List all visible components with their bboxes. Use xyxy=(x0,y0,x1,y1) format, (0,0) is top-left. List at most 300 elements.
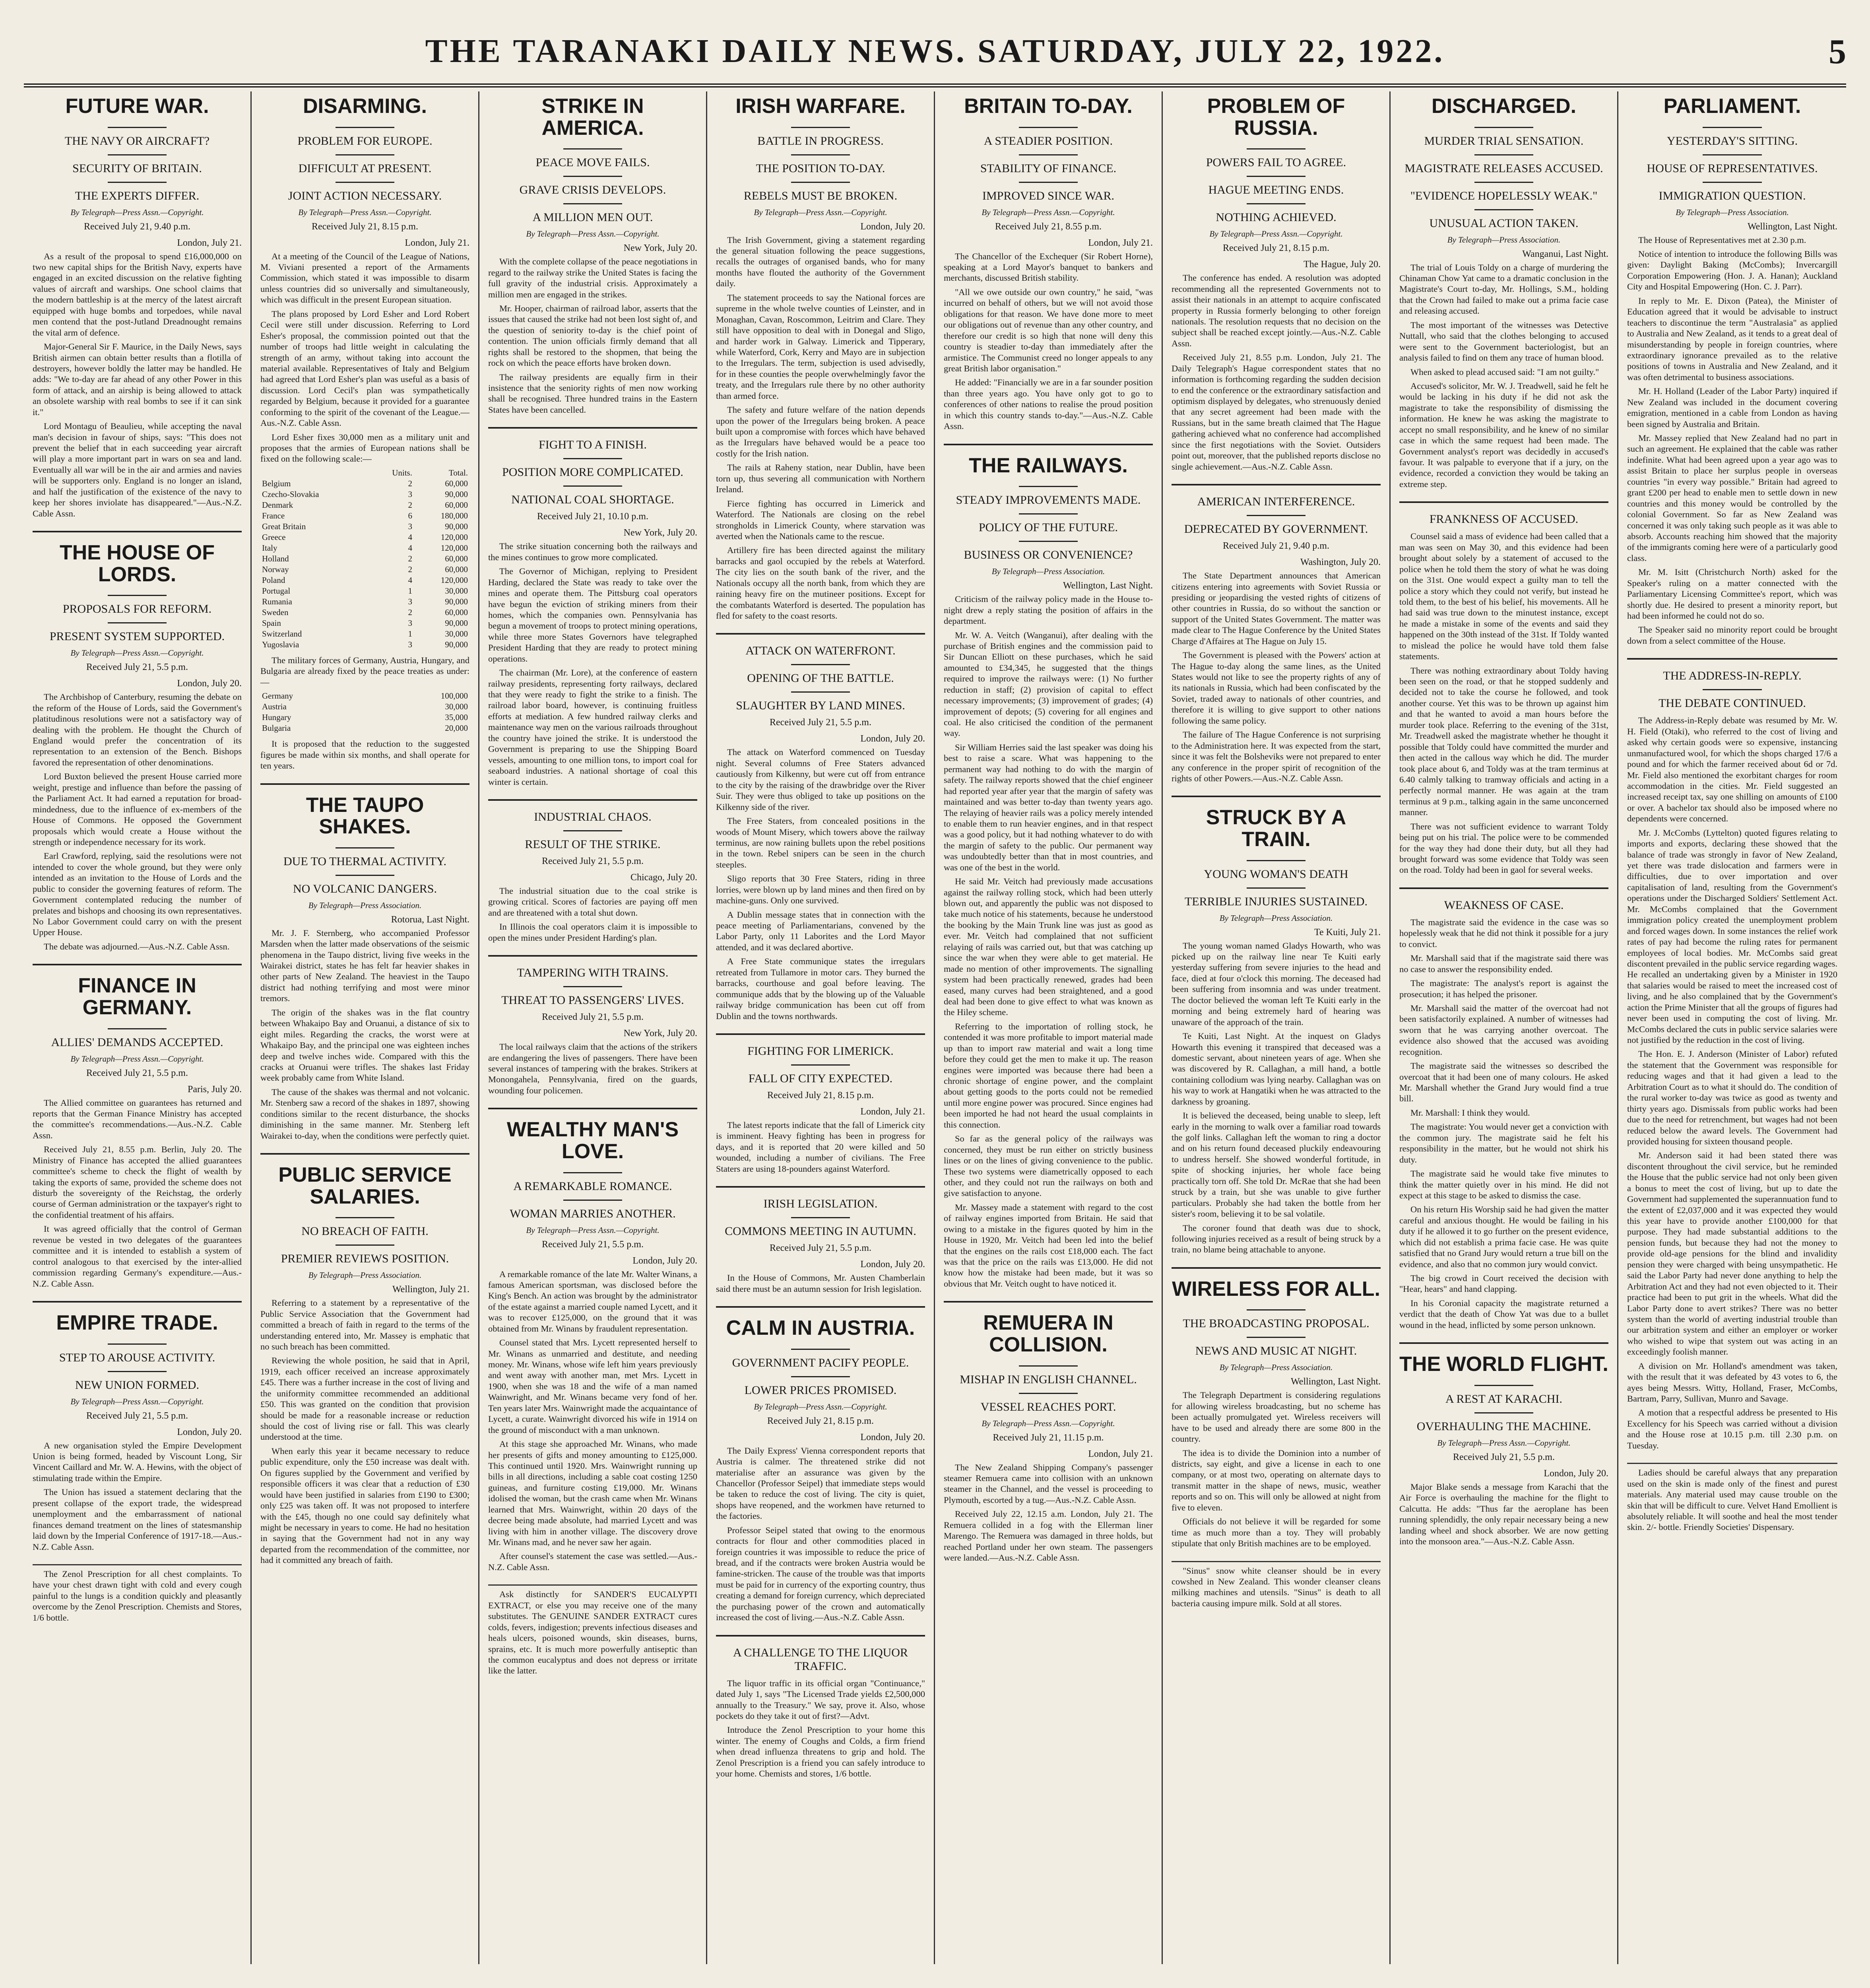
body-paragraph: The Speaker said no minority report could be brought down from a select committee of the House. xyxy=(1627,625,1837,646)
press-credit: By Telegraph—Press Association. xyxy=(1676,207,1789,217)
received-time: Received July 21, 8.55 p.m. xyxy=(995,221,1102,232)
divider xyxy=(1247,515,1305,516)
dateline: Wanganui, Last Night. xyxy=(1522,248,1608,259)
received-time: Received July 21, 5.5 p.m. xyxy=(1453,1452,1555,1462)
body-paragraph: Major Blake sends a message from Karachi that the Air Force is overhauling the machine for the flight to Calcutta. He adds: "Thus far the aeroplane has been running splendidly, the only repair necessary being a new landing wheel and shock absorber. We are now getting into the monsoon area."—Aus.-N.Z. Cable Assn. xyxy=(1399,1481,1608,1546)
table-row xyxy=(260,521,469,532)
dateline: London, July 21. xyxy=(405,237,469,248)
divider xyxy=(1019,1393,1077,1394)
press-credit: By Telegraph—Press Assn.—Copyright. xyxy=(298,207,432,217)
column-2 xyxy=(252,91,479,1964)
table-cell: 6 xyxy=(408,511,412,520)
subheadline: FALL OF CITY EXPECTED. xyxy=(748,1072,893,1085)
press-credit: By Telegraph—Press Association. xyxy=(1219,913,1333,923)
body-paragraph: The magistrate: The analyst's report is against the prosecution; it has helped the prisoner. xyxy=(1399,978,1608,999)
body-paragraph: Lord Montagu of Beaulieu, while accepting the naval man's decision in favour of ships, says: "This does not prevent the belief that in each succeeding year aircraft will play a more important part in wars on sea and land. Eventually all war will be in the air and armies and navies will be supporters only. England is no longer an island, and half the justification of the existence of the navy to keep her shores inviolate has disappeared."—Aus.-N.Z. Cable Assn. xyxy=(33,421,242,518)
body-paragraph: The Address-in-Reply debate was resumed by Mr. W. H. Field (Otaki), who referred to the cost of living and asked why certain goods were so expensive, instancing unmanufactured wool, for which the shops charged 17/6 a pound and for which the farmer received about 6d or 7d. Mr. Field also mentioned the exorbitant charges for room accommodation in the cities. Mr. Field suggested an increased receipt tax, say one shilling on amounts of £100 or over. A bachelor tax should also be imposed where no dependents were concerned. xyxy=(1627,715,1837,824)
article-separator xyxy=(716,633,925,635)
subheadline: THE BROADCASTING PROPOSAL. xyxy=(1183,1317,1370,1330)
table-cell: Bulgaria xyxy=(262,723,291,733)
body-paragraph: After counsel's statement the case was settled.—Aus.-N.Z. Cable Assn. xyxy=(488,1551,697,1572)
article xyxy=(716,1635,925,1779)
subheadline: SLAUGHTER BY LAND MINES. xyxy=(736,699,905,712)
subheadline: FIGHT TO A FINISH. xyxy=(539,438,647,452)
masthead xyxy=(24,16,1846,87)
subheadline: A CHALLENGE TO THE LIQUOR TRAFFIC. xyxy=(733,1646,908,1673)
received-time: Received July 21, 5.5 p.m. xyxy=(770,717,871,728)
subheadline: A REMARKABLE ROMANCE. xyxy=(513,1179,672,1193)
subheadline: OVERHAULING THE MACHINE. xyxy=(1416,1419,1591,1433)
divider xyxy=(1019,541,1077,542)
subheadline: IMMIGRATION QUESTION. xyxy=(1659,189,1806,202)
table-row xyxy=(260,478,469,489)
body-paragraph: A Dublin message states that in connection with the peace meeting of Parliamentarians, convened by the Labor Party, only 11 Laborites and the Lord Mayor attended, and it was declared abortive. xyxy=(716,909,925,952)
subheadline: OPENING OF THE BATTLE. xyxy=(747,672,894,685)
body-paragraph: As a result of the proposal to spend £16,000,000 on two new capital ships for the British Navy, experts have engaged in an excited discussion on the relative fighting values of aircraft and warships. One school claims that the modern battleship is at the mercy of the latest aircraft equipped with huge bombs and torpedoes, while naval men contend that the post-Jutland Dreadnought remains the vital arm of defence. xyxy=(33,251,242,338)
article xyxy=(716,633,925,1021)
body-paragraph: Mr. Marshall said the matter of the overcoat had not been satisfactorily explained. A number of witnesses had sworn that he was carrying another overcoat. The evidence also showed that the accused was avoiding recognition. xyxy=(1399,1003,1608,1057)
article-separator xyxy=(1627,658,1837,660)
press-credit: By Telegraph—Press Association. xyxy=(308,1270,422,1280)
table-row xyxy=(260,596,469,607)
divider xyxy=(1247,176,1305,177)
body-paragraph: There was not sufficient evidence to warrant Toldy being put on his trial. The police were to be commended for the way they had done their duty, but all they had brought forward was some evidence that Toldy was seen on the road. Toldy had been in gaol for several weeks. xyxy=(1399,821,1608,875)
treaty-forces-table xyxy=(260,691,469,734)
body-paragraph: Accused's solicitor, Mr. W. J. Treadwell, said he felt he would be lacking in his duty if he did not ask the magistrate to take the responsibility of dismissing the information. He knew he was asking the magistrate to accept no small responsibility, and he knew of no similar case in which the same request had been made. The Government analyst's report was decidedly in accused's favour. It was palpable to everyone that if a jury, on the evidence, recorded a conviction they would be taking an extreme step. xyxy=(1399,381,1608,489)
subheadline: TAMPERING WITH TRAINS. xyxy=(517,966,669,980)
article xyxy=(1172,484,1381,784)
divider xyxy=(1247,203,1305,204)
divider xyxy=(791,1376,850,1377)
body-paragraph: The Hon. E. J. Anderson (Minister of Labor) refuted the statement that the Government was responsible for reducing wages and that it had given a lead to the Arbitration Court as to what it should do. The condition of the rural worker to-day was twice as good as twenty and thirty years ago. Dismissals from public works had been due to the need for retrenchment, but wages had not been reduced below the award levels. The Government had provided housing for sixteen thousand people. xyxy=(1627,1049,1837,1146)
table-cell: 90,000 xyxy=(445,489,468,499)
subheadline: DUE TO THERMAL ACTIVITY. xyxy=(283,854,446,868)
subheadline: NO BREACH OF FAITH. xyxy=(301,1225,429,1238)
article xyxy=(944,95,1153,432)
article-separator xyxy=(1399,887,1608,889)
article xyxy=(1172,1267,1381,1549)
table-cell: 60,000 xyxy=(445,564,468,574)
table-cell: 3 xyxy=(408,489,412,499)
subheadline: PROPOSALS FOR REFORM. xyxy=(62,602,212,616)
subheadline: IMPROVED SINCE WAR. xyxy=(982,189,1114,202)
body-paragraph: Sligo reports that 30 Free Staters, riding in three lorries, were blown up by land mines and then fired on by machine-guns. Only one survived. xyxy=(716,874,925,906)
body-paragraph: Notice of intention to introduce the following Bills was given: Daylight Baking (McCombs); Invercargill Corporation Empowering (Hon. J. A. Hanan); Auckland City and Hospital Empowering (Hon. C. J. Parr). xyxy=(1627,249,1837,292)
table-cell: Sweden xyxy=(262,607,289,617)
body-paragraph: The conference has ended. A resolution was adopted recommending all the represented Governments not to assist their nationals in an attempt to acquire confiscated property in Russia formerly belonging to other foreign nationals. The resolution requests that no decision on the subject shall be reached except jointly.—Aus.-N.Z. Cable Assn. xyxy=(1172,273,1381,348)
headline: WEALTHY MAN'S LOVE. xyxy=(506,1118,679,1163)
press-credit: By Telegraph—Press Assn.—Copyright. xyxy=(70,1054,204,1064)
table-cell: 2 xyxy=(408,553,412,563)
divider xyxy=(791,127,850,128)
column-8 xyxy=(1618,91,1846,1964)
divider xyxy=(791,1064,850,1066)
subheadline: THE POSITION TO-DAY. xyxy=(756,161,885,175)
press-credit: By Telegraph—Press Assn.—Copyright. xyxy=(982,1418,1115,1428)
body-paragraph: Mr. Massey made a statement with regard to the cost of railway engines imported from Britain. He said that owing to a mistake in the figures quoted by him in the House in 1920, Mr. Veitch had been led into the belief that the engines on the rails cost £18,000 each. The fact was that the price on the rails was £13,000. He did not know how the mistake had been made, but it was so obvious that Mr. Veitch ought to have noticed it. xyxy=(944,1202,1153,1289)
subheadline: THE ADDRESS-IN-REPLY. xyxy=(1663,669,1802,683)
body-paragraph: A new organisation styled the Empire Development Union is being formed, headed by Viscount Long, Sir Vincent Caillard and Mr. W. A. Hewins, with the object of stimulating trade within the Empire. xyxy=(33,1440,242,1483)
page-number: 5 xyxy=(1829,33,1846,71)
army-scale-table xyxy=(260,468,469,650)
table-cell: Great Britain xyxy=(262,521,306,531)
table-cell: 3 xyxy=(408,596,412,606)
divider xyxy=(108,182,166,183)
article xyxy=(488,955,697,1096)
body-paragraph: A remarkable romance of the late Mr. Walter Winans, a famous American sportsman, was disclosed before the King's Bench. An action was brought by the administrator of the estate against a married couple named Lycett, and it was to recover £125,000, on the ground that it was obtained from Mr. Winans by fraudulent representation. xyxy=(488,1269,697,1334)
body-paragraph: Mr. Anderson said it had been stated there was discontent throughout the civil service, but he reminded the House that the public service had not only been given a bonus to meet the cost of living, but up to date the Government had supplemented the superannuation fund to the extent of £2,037,000 and it was expected they would this year have to provide another £100,000 for that purpose. They had made substantial additions to the pension funds, but because they had not the money to provide old-age pensions for the blind and invalidity pension they were charged with being unsympathetic. He said the Labor Party had never done anything to help the Arbitration Act and they had not even objected to it. Their practice had been to put grit in the wheels. What did the Labor Party done to avert strikes? There was no better system than the world of averting industrial trouble than our arbitration system and either an employer or worker who wished to wipe that system out was acting in an exceedingly foolish manner. xyxy=(1627,1150,1837,1357)
headline: EMPIRE TRADE. xyxy=(56,1311,218,1334)
advertisement xyxy=(33,1564,242,1623)
table-header xyxy=(260,468,371,478)
dateline: Chicago, July 20. xyxy=(630,872,697,883)
body-paragraph: A Free State communique states the irregulars retreated from Tullamore in motor cars. They burned the barracks, courthouse and goal before leaving. The communique adds that by the blowing up of the Valuable railway bridge communication has been cut off from Dublin and the towns northwards. xyxy=(716,956,925,1021)
body-paragraph: The big crowd in Court received the decision with "Hear, hears" and hand clapping. xyxy=(1399,1273,1608,1294)
body-paragraph: The Chancellor of the Exchequer (Sir Robert Horne), speaking at a Lord Mayor's banquet to bankers and merchants, discussed British stability. xyxy=(944,251,1153,283)
divider xyxy=(563,1172,622,1173)
press-credit: By Telegraph—Press Association. xyxy=(1447,235,1561,245)
table-cell: Switzerland xyxy=(262,629,302,639)
body-paragraph: The Union has issued a statement declaring that the present collapse of the export trade, the widespread unemployment and the embarrassment of national finances demand treatment on the lines of statesmanship laid down by the Imperial Conference of 1917-18.—Aus.-N.Z. Cable Assn. xyxy=(33,1487,242,1552)
received-time: Received July 21, 5.5 p.m. xyxy=(542,1012,644,1023)
dateline: London, July 20. xyxy=(860,1259,925,1270)
subheadline: PEACE MOVE FAILS. xyxy=(535,156,650,169)
article-separator xyxy=(1399,501,1608,503)
table-cell: 30,000 xyxy=(445,586,468,596)
body-paragraph: The magistrate said the witnesses so described the overcoat that it had been one of many colours. He asked Mr. Marshall whether the Grand Jury would find a true bill. xyxy=(1399,1061,1608,1104)
table-cell: Czecho-Slovakia xyxy=(262,489,319,499)
table-cell: Belgium xyxy=(262,478,291,488)
divider xyxy=(791,182,850,183)
article xyxy=(1627,658,1837,1451)
article xyxy=(716,95,925,621)
subheadline: STEADY IMPROVEMENTS MADE. xyxy=(956,493,1141,507)
received-time: Received July 21, 5.5 p.m. xyxy=(86,1068,188,1078)
article xyxy=(1399,501,1608,876)
article xyxy=(488,427,697,787)
press-credit: By Telegraph—Press Assn.—Copyright. xyxy=(70,207,204,217)
divider xyxy=(1019,513,1077,514)
divider xyxy=(563,148,622,149)
table-cell: 90,000 xyxy=(445,521,468,531)
headline: BRITAIN TO-DAY. xyxy=(964,95,1133,118)
table-cell: Germany xyxy=(262,691,293,701)
article-separator xyxy=(260,1153,469,1155)
table-cell: 60,000 xyxy=(445,607,468,617)
article-separator xyxy=(1172,1267,1381,1269)
body-paragraph: The magistrate said the evidence in the case was so hopelessly weak that he did not think it possible for a jury to convict. xyxy=(1399,917,1608,949)
headline: DISARMING. xyxy=(303,95,427,118)
headline: FINANCE IN GERMANY. xyxy=(78,974,196,1019)
article xyxy=(260,783,469,1142)
subheadline: POLICY OF THE FUTURE. xyxy=(978,521,1118,534)
divider xyxy=(1474,182,1533,183)
subheadline: LOWER PRICES PROMISED. xyxy=(744,1383,897,1397)
subheadline: BATTLE IN PROGRESS. xyxy=(757,134,884,148)
table-cell: 1 xyxy=(408,586,412,596)
press-credit: By Telegraph—Press Assn.—Copyright. xyxy=(754,1402,887,1411)
divider xyxy=(1703,689,1761,690)
divider xyxy=(108,154,166,155)
subheadline: AMERICAN INTERFERENCE. xyxy=(1197,495,1355,509)
article xyxy=(33,1301,242,1552)
column-5 xyxy=(935,91,1163,1964)
article xyxy=(1399,95,1608,489)
article-separator xyxy=(260,783,469,785)
subheadline: THE NAVY OR AIRCRAFT? xyxy=(64,134,210,148)
divider xyxy=(336,127,394,128)
body-paragraph: The trial of Louis Toldy on a charge of murdering the Chinaman Chow Yat came to a dramatic conclusion in the Magistrate's Court to-day, Mr. Hollings, S.M., holding that the Crown had failed to make out a prima facie case and releasing accused. xyxy=(1399,262,1608,316)
press-credit: By Telegraph—Press Assn.—Copyright. xyxy=(1209,229,1343,239)
subheadline: STABILITY OF FINANCE. xyxy=(980,161,1117,175)
body-paragraph: Received July 22, 12.15 a.m. London, July 21. The Remuera collided in a fog with the Ellerman liner Marengo. The Remuera was damaged in three holds, but reached Portland under her own steam. The passengers were landed.—Aus.-N.Z. Cable Assn. xyxy=(944,1509,1153,1563)
divider xyxy=(336,182,394,183)
body-paragraph: The local railways claim that the actions of the strikers are endangering the lives of passengers. There have been several instances of tampering with the brakes. Strikers at Monongahela, Pennsylvania, fired on the guards, wounding four policemen. xyxy=(488,1042,697,1095)
received-time: Received July 21, 5.5 p.m. xyxy=(542,1239,644,1250)
table-cell: Italy xyxy=(262,543,277,553)
table-cell: 60,000 xyxy=(445,500,468,510)
body-paragraph: The Allied committee on guarantees has returned and reports that the German Finance Ministry has accepted the committee's recommendations.—Aus.-N.Z. Cable Assn. xyxy=(33,1097,242,1140)
body-paragraph: Referring to a statement by a representative of the Public Service Association that the Government had committed a breach of faith in regard to the terms of the understanding entered into, Mr. Massey is emphatic that no such breach has been committed. xyxy=(260,1298,469,1351)
headline: PARLIAMENT. xyxy=(1663,95,1801,118)
dateline: London, July 21. xyxy=(1088,1448,1153,1459)
table-row xyxy=(260,586,469,596)
press-credit: By Telegraph—Press Assn.—Copyright. xyxy=(70,648,204,658)
subheadline: THE DEBATE CONTINUED. xyxy=(1659,697,1806,710)
body-paragraph: The rails at Raheny station, near Dublin, have been torn up, thus severing all communication with Northern Ireland. xyxy=(716,462,925,495)
body-paragraph: In his Coronial capacity the magistrate returned a verdict that the death of Chow Yat was due to a bullet wound in the head, inflicted by some person unknown. xyxy=(1399,1298,1608,1330)
body-paragraph: The young woman named Gladys Howarth, who was picked up on the railway line near Te Kuiti early yesterday suffering from severe injuries to the head and face, died at four o'clock this morning. The deceased had been suffering from insomnia and was under treatment. The doctor believed the woman left Te Kuiti early in the morning and being extremely hard of hearing was unaware of the approach of the train. xyxy=(1172,940,1381,1027)
article xyxy=(716,1306,925,1623)
table-cell: Austria xyxy=(262,702,287,712)
body-paragraph: Mr. Massey replied that New Zealand had no part in such an agreement. He explained that the cable was rather indefinite. What had been agreed upon a year ago was to assist Britain to place her surplus people in overseas countries "in every way possible." Britain had agreed to grant £200 per head to enable men to settle down in new countries and this money would be controlled by the colonial Government. So far as New Zealand was concerned it was only taking such people as it was able to absorb. Accounts reaching him showed that the majority of the immigrants coming here were of a particularly good class. xyxy=(1627,433,1837,563)
subheadline: PROBLEM FOR EUROPE. xyxy=(297,134,433,148)
subheadline: A MILLION MEN OUT. xyxy=(532,211,653,224)
page-columns xyxy=(24,91,1846,1964)
subheadline: BUSINESS OR CONVENIENCE? xyxy=(964,548,1133,562)
divider xyxy=(1247,887,1305,889)
body-paragraph: The Governor of Michigan, replying to President Harding, declared the State was ready to take over the mines and operate them. The Pittsburg coal operators have begun the eviction of striking miners from their homes, which the companies own. Pennsylvania has begun a movement of troops to protect mining operations, while three more States Governors have telegraphed President Harding that they are ready to protect mining operations. xyxy=(488,566,697,664)
dateline: London, July 20. xyxy=(632,1255,697,1266)
dateline: London, July 21. xyxy=(860,1106,925,1117)
body-paragraph: The latest reports indicate that the fall of Limerick city is imminent. Heavy fighting has been in progress for days, and it is reported that 20 were killed and 50 wounded, including a number of civilians. The Free Staters are using 18-pounders against Waterford. xyxy=(716,1120,925,1174)
body-paragraph: The House of Representatives met at 2.30 p.m. xyxy=(1638,235,1806,245)
table-header: Total. xyxy=(448,468,468,478)
table-cell: 60,000 xyxy=(445,478,468,488)
table-row xyxy=(260,532,469,543)
subheadline: TERRIBLE INJURIES SUSTAINED. xyxy=(1184,895,1368,908)
body-paragraph: The coroner found that death was due to shock, following injuries received as a result of being struck by a train, no blame being attachable to anyone. xyxy=(1172,1223,1381,1255)
subheadline: COMMONS MEETING IN AUTUMN. xyxy=(725,1225,916,1238)
body-paragraph: The origin of the shakes was in the flat country between Whakaipo Bay and Oruanui, a distance of six to eight miles. Regarding the cracks, the worst were at Whakaipo Bay, and the principal one was eighteen inches deep and twelve inches wide. Compared with this the cracks at Oruanui were trifles. The shakes last Friday week probably came from White Island. xyxy=(260,1007,469,1083)
dateline: London, July 20. xyxy=(860,734,925,744)
body-paragraph: When asked to plead accused said: "I am not guilty." xyxy=(1410,367,1599,377)
table-row xyxy=(260,489,469,500)
article xyxy=(33,95,242,519)
divider xyxy=(563,1200,622,1201)
divider xyxy=(1703,154,1761,155)
table-cell: 4 xyxy=(408,543,412,553)
press-credit: By Telegraph—Press Assn.—Copyright. xyxy=(754,207,887,217)
press-credit: By Telegraph—Press Assn.—Copyright. xyxy=(982,207,1115,217)
advertisement xyxy=(488,1584,697,1676)
divider xyxy=(1019,486,1077,487)
body-paragraph: The Telegraph Department is considering regulations for allowing wireless broadcasting, but no scheme has been actually promulgated yet. Wireless receivers will have to be used and already there are some 800 in the country. xyxy=(1172,1390,1381,1444)
table-cell: 100,000 xyxy=(440,691,468,701)
table-row xyxy=(260,629,469,639)
subheadline: POWERS FAIL TO AGREE. xyxy=(1206,156,1346,169)
subheadline: SECURITY OF BRITAIN. xyxy=(72,161,202,175)
body-paragraph: The Free Staters, from concealed positions in the woods of Mount Misery, which towers above the railway terminus, are now raining bullets upon the rebel positions in the town. Rebel snipers can be seen in the church steeples. xyxy=(716,816,925,870)
table-row xyxy=(260,564,469,575)
body-paragraph: There was nothing extraordinary about Toldy having been seen on the road, or that he stopped suddenly and decided not to take the course he followed, and took another course. Yet this was to be thrown up against him and that he wanted to avoid a man hours before the murder took place. Referring to the evening of the 31st, Mr. Treadwell asked the magistrate whether he thought it possible that Toldy could have committed the murder and then acted in the callous way which he did. The murder took place about 6, and Toldy was at the tram terminus at 6.40 calmly talking to tramway officials and acting in a perfectly normal manner. He was again at the tram terminus at 9 p.m., talking again in the same unconcerned manner. xyxy=(1399,665,1608,817)
subheadline: NEWS AND MUSIC AT NIGHT. xyxy=(1195,1344,1357,1358)
body-paragraph: The New Zealand Shipping Company's passenger steamer Remuera came into collision with an unknown steamer in the Channel, and the vessel is proceeding to Plymouth, escorted by a tug.—Aus.-N.Z. Cable Assn. xyxy=(944,1462,1153,1505)
dateline: The Hague, July 20. xyxy=(1304,259,1381,270)
body-paragraph: The idea is to divide the Dominion into a number of districts, say eight, and give a license in each to one company, or at most two, operating on alternate days to transmit matter in the shape of news, music, weather reports and so on. This will only be allowed at night from five to eleven. xyxy=(1172,1448,1381,1512)
headline: THE HOUSE OF LORDS. xyxy=(59,541,215,586)
divider xyxy=(1474,154,1533,155)
subheadline: MISHAP IN ENGLISH CHANNEL. xyxy=(960,1373,1137,1386)
received-time: Received July 21, 8.15 p.m. xyxy=(767,1415,874,1426)
subheadline: VESSEL REACHES PORT. xyxy=(980,1400,1116,1413)
article xyxy=(1399,887,1608,1330)
body-paragraph: Counsel stated that Mrs. Lycett represented herself to Mr. Winans as unmarried and destitute, and needing money. Mr. Winans, whose wife left him years previously and went away with another man, met Mrs. Lycett in 1900, when she was 18 and the wife of a man named Wainwright, and Mr. Winans became very fond of her. Ten years later Mrs. Wainwright made the acquaintance of Lycett, a curate. Wainwright divorced his wife in 1914 on the ground of misconduct with a man unknown. xyxy=(488,1338,697,1435)
divider xyxy=(108,127,166,128)
divider xyxy=(336,875,394,876)
column-7 xyxy=(1391,91,1618,1964)
divider xyxy=(1247,1309,1305,1310)
body-paragraph: The cause of the shakes was thermal and not volcanic. Mr. Stenberg saw a record of the shakes in 1897, showing conditions similar to the recent disturbance, the shocks diminishing in the same manner. Mr. Stenberg left Wairakei to-day, when the conditions were perfectly quiet. xyxy=(260,1087,469,1141)
subheadline: A STEADIER POSITION. xyxy=(983,134,1113,148)
body-paragraph: On his return His Worship said he had given the matter careful and anxious thought. He would be failing in his duty if he allowed it to go further on the present evidence, which did not establish a prima facie case. He was quite satisfied that no Grand Jury would return a true bill on the evidence, and also that no common jury would convict. xyxy=(1399,1204,1608,1269)
body-paragraph: At this stage she approached Mr. Winans, who made her presents of gifts and money amounting to £125,000. This continued until 1920. Mrs. Wainwright running up bills in all directions, including a sable coat costing 1250 guineas, and furniture costing £19,000. Mr. Winans idolised the woman, but the crash came when Mr. Winans learned that Mrs. Wainwright, within 20 days of the decree being made absolute, had married Lycett and was living with him in another village. The discovery drove Mr. Winans mad, and he never saw her again. xyxy=(488,1439,697,1547)
divider xyxy=(1474,127,1533,128)
column-6 xyxy=(1163,91,1391,1964)
table-cell: France xyxy=(262,511,285,520)
table-row xyxy=(260,607,469,618)
headline: IRISH WARFARE. xyxy=(735,95,906,118)
table-row xyxy=(260,639,469,650)
article xyxy=(944,444,1153,1289)
received-time: Received July 21, 8.15 p.m. xyxy=(1223,243,1329,254)
divider xyxy=(1247,148,1305,149)
subheadline: GOVERNMENT PACIFY PEOPLE. xyxy=(732,1356,909,1369)
dateline: London, July 20. xyxy=(1544,1468,1608,1479)
press-credit: By Telegraph—Press Association. xyxy=(991,567,1105,577)
article-separator xyxy=(1172,484,1381,485)
table-cell: 30,000 xyxy=(445,629,468,639)
divider xyxy=(563,176,622,177)
received-time: Received July 21, 10.10 p.m. xyxy=(537,511,648,522)
press-credit: By Telegraph—Press Assn.—Copyright. xyxy=(526,229,660,239)
dateline: Paris, July 20. xyxy=(187,1084,242,1095)
headline: PUBLIC SERVICE SALARIES. xyxy=(278,1163,452,1208)
dateline: Wellington, July 21. xyxy=(392,1284,469,1295)
article xyxy=(488,1108,697,1573)
article xyxy=(33,531,242,952)
table-row xyxy=(260,723,469,734)
body-paragraph: In the House of Commons, Mr. Austen Chamberlain said there must be an autumn session for Irish legislation. xyxy=(716,1273,925,1294)
body-paragraph: The railway presidents are equally firm in their insistence that the seniority rights of men now working shall be recognised. Three hundred trains in the Eastern States have been cancelled. xyxy=(488,372,697,415)
divider xyxy=(1474,209,1533,210)
body-paragraph: Reviewing the whole position, he said that in April, 1919, each officer received an increase approximately £45. There was a further increase in the cost of living and the uniformity committee recommended an additional £50. This was granted on the condition that provision should be made for a reasonable increase or reduction should the cost of living rise or fall. This was clearly understood at the time. xyxy=(260,1355,469,1442)
column-1 xyxy=(24,91,252,1964)
press-credit: By Telegraph—Press Association. xyxy=(308,900,422,910)
subheadline: RESULT OF THE STRIKE. xyxy=(525,837,661,851)
subheadline: THE EXPERTS DIFFER. xyxy=(75,189,200,202)
subheadline: NEW UNION FORMED. xyxy=(75,1378,199,1392)
body-paragraph: The magistrate said he would take five minutes to think the matter quietly over in his mind. He did not expect at this stage to be asked to dismiss the case. xyxy=(1399,1169,1608,1200)
dateline: Washington, July 20. xyxy=(1300,557,1381,568)
divider xyxy=(791,664,850,665)
article-separator xyxy=(1399,1342,1608,1344)
received-time: Received July 21, 11.15 p.m. xyxy=(993,1432,1104,1443)
body-paragraph: Mr. J. F. Sternberg, who accompanied Professor Marsden when the latter made observations of the seismic phenomena in the Taupo district, living five weeks in the Wairakei district, states he has felt far heavier shakes in other parts of New Zealand. The heaviest in the Taupo district had nothing terrifying and most were minor tremors. xyxy=(260,928,469,1004)
article xyxy=(260,1153,469,1566)
body-paragraph: The plans proposed by Lord Esher and Lord Robert Cecil were still under discussion. Referring to Lord Esher's proposal, the commission pointed out that the number of troops had little weight in calculating the strength of an army, without taking into account the material available. Representatives of Italy and Belgium had agreed that Lord Esher's plan was useful as a basis of discussion. Lord Cecil's plan was sympathetically regarded by Belgium, because it provided for a guarantee conforming to the spirit of the covenant of the League.—Aus.-N.Z. Cable Assn. xyxy=(260,309,469,428)
subheadline: ALLIES' DEMANDS ACCEPTED. xyxy=(51,1035,223,1049)
body-paragraph: It is proposed that the reduction to the suggested figures be made within six months, and shall operate for ten years. xyxy=(260,739,469,771)
article-separator xyxy=(944,444,1153,445)
advertisement-text: Ladies should be careful always that any preparation used on the skin is made only of the finest and purest materials. Any material used may cause trouble on the skin that will be difficult to cure. Velvet Hand Emollient is absolutely reliable. It will soothe and heal the most tender skin. 2/- bottle. Friendly Societies' Dispensary. xyxy=(1627,1468,1837,1532)
headline: CALM IN AUSTRIA. xyxy=(726,1316,915,1340)
body-paragraph: The attack on Waterford commenced on Tuesday night. Several columns of Free Staters advanced cautiously from Kilkenny, but were cut off from entrance to the city by the raising of the drawbridge over the River Suir. They were thus obliged to take up positions on the Kilkenny side of the river. xyxy=(716,747,925,812)
subheadline: NOTHING ACHIEVED. xyxy=(1216,211,1337,224)
divider xyxy=(108,1028,166,1029)
body-paragraph: Artillery fire has been directed against the military barracks and gaol occupied by the rebels at Waterford. The city lies on the south bank of the river, and the Nationals occupy all the north bank, from which they are raining heavy fire on the mutineer positions. Except for the combatants Waterford is deserted. The population has fled for safety to the coast resorts. xyxy=(716,545,925,621)
dateline: Wellington, Last Night. xyxy=(1063,580,1153,591)
advertisement xyxy=(1627,1463,1837,1533)
divider xyxy=(108,622,166,623)
advertisement-text: The Zenol Prescription for all chest complaints. To have your chest drawn tight with cold and every cough painful to the lungs is a condition quickly and pleasantly overcome by the Zenol Prescription. Chemists and Stores, 1/6 bottle. xyxy=(33,1569,242,1623)
headline: THE RAILWAYS. xyxy=(969,454,1128,477)
table-cell: Portugal xyxy=(262,586,291,596)
table-cell: 120,000 xyxy=(440,575,468,585)
subheadline: WOMAN MARRIES ANOTHER. xyxy=(510,1207,676,1220)
received-time: Received July 21, 8.15 p.m. xyxy=(767,1090,874,1101)
body-paragraph: Lord Buxton believed the present House carried more weight, prestige and influence than before the passing of the Parliament Act. It had earned a reputation for broad-mindedness, due to the influence of ex-members of the House of Commons. He opposed the Government proposals which would create a House without the strength or independence necessary for its work. xyxy=(33,771,242,847)
body-paragraph: Mr. Hooper, chairman of railroad labor, asserts that the issues that caused the strike had not been lost sight of, and the question of seniority to-day is the chief point of contention. The union officials firmly demand that all rights shall be restored to the shopmen, that being the rock on which the peace efforts have broken down. xyxy=(488,303,697,368)
dateline: London, July 20. xyxy=(860,1432,925,1442)
advertisement-text: "Sinus" snow white cleanser should be in every cowshed in New Zealand. This wonder cleanser cleans milking machines and utensils. "Sinus" is death to all bacteria causing impure milk. Sold at all stores. xyxy=(1172,1565,1381,1608)
body-paragraph: Received July 21, 8.55 p.m. London, July 21. The Daily Telegraph's Hague correspondent states that no information is forthcoming regarding the sudden decision to end the conference or the extraordinary satisfaction and optimism displayed by delegates, who strenuously denied that any secret agreement had been made with the Russians, but in the same breath claimed that The Hague gathering achieved what no conference had accomplished since the first negotiations with the Soviet. Outsiders point out, moreover, that the published reports disclose no single achievement.—Aus.-N.Z. Cable Assn. xyxy=(1172,352,1381,472)
body-paragraph: The most important of the witnesses was Detective Nuttall, who said that the clothes belonging to accused were sent to the Government bacteriologist, but an analysis failed to find on them any trace of human blood. xyxy=(1399,320,1608,363)
subheadline: WEAKNESS OF CASE. xyxy=(1444,898,1564,912)
headline: WIRELESS FOR ALL. xyxy=(1172,1277,1380,1301)
table-cell: Poland xyxy=(262,575,285,585)
dateline: New York, July 20. xyxy=(623,243,697,254)
press-credit: By Telegraph—Press Assn.—Copyright. xyxy=(526,1225,660,1235)
subheadline: MURDER TRIAL SENSATION. xyxy=(1424,134,1584,148)
body-paragraph: The State Department announces that American citizens entering into agreements with Soviet Russia or presiding or jeopardising the vested rights of citizens of other countries in Russia, do so without the sanction or support of the United States Government. The matter was made clear to The Hague Conference by the United States Charge d'Affaires at The Hague on July 15. xyxy=(1172,571,1381,646)
body-paragraph: So far as the general policy of the railways was concerned, they must be run either on strictly business lines or on the lines of giving convenience to the public. These two systems were diametrically opposed to each other, and they could not run the railways on both and give satisfaction to anyone. xyxy=(944,1134,1153,1198)
body-paragraph: When early this year it became necessary to reduce public expenditure, only the £50 increase was dealt with. On figures supplied by the Government and verified by responsible officers it was clear that a reduction of £30 would have been justified in salaries from £190 to £300; only £25 was taken off. It was not proposed to interfere with the £45, though no one could say definitely what might be necessary in years to come. He had no hesitation in saying that the Government had not in any way departed from the recommendation of the committee, nor had it committed any breach of faith. xyxy=(260,1446,469,1565)
table-row xyxy=(260,618,469,629)
table-cell: 60,000 xyxy=(445,553,468,563)
subheadline: INDUSTRIAL CHAOS. xyxy=(534,810,652,823)
headline: STRUCK BY A TRAIN. xyxy=(1206,806,1346,851)
table-cell: 3 xyxy=(408,639,412,649)
body-paragraph: Mr. J. McCombs (Lyttelton) quoted figures relating to imports and exports, declaring these showed that the balance of trade was strongly in favor of New Zealand, yet there was trade dislocation and farmers were in difficulties, due to over importation and over capitalisation of land, resulting from the Government's operations under the Discharged Soldiers' Settlement Act. Mr. McCombs complained that the Government immigration policy created the unemployment problem and forced wages down. In some instances the relief work rates of pay had become the ruling rates for permanent employees of local bodies. Mr. McCombs said great discontent prevailed in the public service regarding wages. He recalled an undertaking given by a Minister in 1920 that salaries would be raised to meet the increased cost of living, and he also complained that by the Government's action the Prime Minister that all the groups of figures had never been used in computing the cost of living. Mr. McCombs declared the cuts in public service salaries were not justified by the reduction in the cost of living. xyxy=(1627,827,1837,1045)
subheadline: NATIONAL COAL SHORTAGE. xyxy=(511,493,674,507)
advertisement-text: Ask distinctly for SANDER'S EUCALYPTI EXTRACT, or else you may receive one of the many substitutes. The GENUINE SANDER EXTRACT cures colds, fevers, indigestion; prevents infectious diseases and heals ulcers, poisoned wounds, skin diseases, burns, sprains, etc. It is much more powerfully antiseptic than the common eucalyptus and does not depress or irritate like the latter. xyxy=(488,1589,697,1676)
article-separator xyxy=(488,799,697,801)
body-paragraph: The safety and future welfare of the nation depends upon the power of the Irregulars being broken. A peace built upon a compromise with forces which have behaved as the Irregulars have behaved would be a peace too costly for the Irish nation. xyxy=(716,405,925,458)
subheadline: A REST AT KARACHI. xyxy=(1445,1392,1562,1406)
body-paragraph: Mr. Marshall said that if the magistrate said there was no case to answer the responsibility ended. xyxy=(1399,953,1608,974)
received-time: Received July 21, 9.40 p.m. xyxy=(1223,541,1329,551)
